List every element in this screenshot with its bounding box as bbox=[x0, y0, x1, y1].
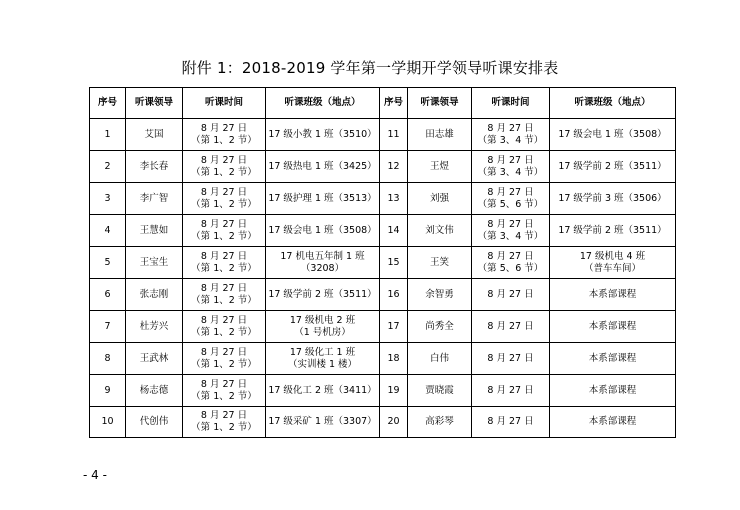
lesson-time bbox=[183, 247, 266, 279]
leader-name: 代创伟 bbox=[126, 407, 183, 438]
header-no: 序号 bbox=[90, 88, 126, 119]
lesson-time-line: 8 月 27 日 bbox=[200, 154, 248, 166]
class-location bbox=[266, 247, 380, 279]
lesson-time-line: （第 1、2 节） bbox=[191, 166, 257, 178]
header-leader: 听课领导 bbox=[408, 88, 472, 119]
leader-name: 刘强 bbox=[408, 183, 472, 215]
class-location-line: （1 号机房） bbox=[294, 326, 351, 338]
lesson-time bbox=[183, 215, 266, 247]
class-location bbox=[266, 183, 380, 215]
leader-name: 王武林 bbox=[126, 343, 183, 375]
class-location bbox=[266, 119, 380, 151]
lesson-time bbox=[183, 151, 266, 183]
class-location bbox=[550, 151, 676, 183]
row-number: 3 bbox=[90, 183, 126, 215]
row-number: 6 bbox=[90, 279, 126, 311]
class-location-line: 17 级化工 2 班（3411） bbox=[268, 384, 377, 396]
row-number: 9 bbox=[90, 375, 126, 407]
leader-name: 王宝生 bbox=[126, 247, 183, 279]
lesson-time-line: 8 月 27 日 bbox=[487, 384, 534, 396]
lesson-time-line: 8 月 27 日 bbox=[200, 410, 248, 421]
lesson-time-line: （第 1、2 节） bbox=[191, 294, 257, 306]
class-location-line: 17 级学前 2 班（3511） bbox=[558, 224, 667, 236]
table-row bbox=[90, 407, 676, 438]
row-number: 8 bbox=[90, 343, 126, 375]
lesson-time-line: （第 5、6 节） bbox=[477, 262, 544, 274]
row-number: 17 bbox=[380, 311, 408, 343]
class-location-line: 17 级化工 1 班 bbox=[289, 346, 356, 358]
class-location-line: 本系部课程 bbox=[588, 352, 637, 364]
class-location bbox=[266, 279, 380, 311]
table-row bbox=[90, 183, 676, 215]
leader-name: 王慧如 bbox=[126, 215, 183, 247]
class-location bbox=[550, 375, 676, 407]
row-number: 19 bbox=[380, 375, 408, 407]
class-location-line: 17 机电五年制 1 班 bbox=[280, 250, 365, 262]
row-number: 5 bbox=[90, 247, 126, 279]
class-location-line: 17 级护理 1 班（3513） bbox=[268, 192, 377, 204]
class-location-line: （普车车间） bbox=[583, 262, 641, 274]
leader-name: 张志刚 bbox=[126, 279, 183, 311]
row-number: 2 bbox=[90, 151, 126, 183]
lesson-time bbox=[472, 407, 550, 438]
row-number: 15 bbox=[380, 247, 408, 279]
lesson-time bbox=[183, 183, 266, 215]
class-location bbox=[266, 375, 380, 407]
lesson-time bbox=[472, 119, 550, 151]
lesson-time bbox=[183, 119, 266, 151]
leader-name: 李广智 bbox=[126, 183, 183, 215]
table-row bbox=[90, 151, 676, 183]
lesson-time bbox=[472, 375, 550, 407]
class-location-line: 17 级会电 1 班（3508） bbox=[558, 128, 667, 140]
table-row bbox=[90, 343, 676, 375]
class-location bbox=[266, 151, 380, 183]
class-location bbox=[266, 407, 380, 438]
lesson-time-line: 8 月 27 日 bbox=[487, 288, 534, 300]
class-location-line: 本系部课程 bbox=[588, 288, 637, 300]
class-location-line: 17 级热电 1 班（3425） bbox=[268, 160, 377, 172]
lesson-time bbox=[183, 375, 266, 407]
lesson-time-line: （第 3、4 节） bbox=[477, 166, 544, 178]
row-number: 14 bbox=[380, 215, 408, 247]
class-location-line: 17 级会电 1 班（3508） bbox=[268, 224, 377, 236]
class-location bbox=[266, 343, 380, 375]
lesson-time-line: 8 月 27 日 bbox=[200, 186, 248, 198]
page-number: - 4 - bbox=[83, 468, 107, 482]
class-location-line: 本系部课程 bbox=[588, 384, 637, 396]
row-number: 16 bbox=[380, 279, 408, 311]
lesson-time-line: （第 1、2 节） bbox=[191, 390, 257, 402]
leader-name: 李长春 bbox=[126, 151, 183, 183]
class-location-line: 17 级采矿 1 班（3307） bbox=[268, 416, 377, 427]
lesson-time-line: 8 月 27 日 bbox=[200, 122, 248, 134]
lesson-time bbox=[472, 343, 550, 375]
lesson-time-line: 8 月 27 日 bbox=[487, 250, 534, 262]
lesson-time-line: （第 5、6 节） bbox=[477, 198, 544, 210]
table-row bbox=[90, 279, 676, 311]
lesson-time-line: 8 月 27 日 bbox=[487, 218, 534, 230]
leader-name: 贾晓霞 bbox=[408, 375, 472, 407]
lesson-time bbox=[472, 215, 550, 247]
table-row bbox=[90, 247, 676, 279]
leader-name: 余智勇 bbox=[408, 279, 472, 311]
lesson-time-line: 8 月 27 日 bbox=[487, 416, 534, 427]
lesson-time-line: 8 月 27 日 bbox=[200, 346, 248, 358]
row-number: 13 bbox=[380, 183, 408, 215]
lesson-time-line: 8 月 27 日 bbox=[487, 320, 534, 332]
lesson-time bbox=[183, 311, 266, 343]
leader-name: 王煜 bbox=[408, 151, 472, 183]
lesson-time-line: 8 月 27 日 bbox=[200, 250, 248, 262]
leader-name: 高彩琴 bbox=[408, 407, 472, 438]
leader-name: 杜芳兴 bbox=[126, 311, 183, 343]
header-leader: 听课领导 bbox=[126, 88, 183, 119]
class-location-line: 本系部课程 bbox=[588, 416, 637, 427]
leader-name: 王笑 bbox=[408, 247, 472, 279]
class-location bbox=[550, 343, 676, 375]
leader-name: 白伟 bbox=[408, 343, 472, 375]
class-location-line: 17 级小教 1 班（3510） bbox=[268, 128, 377, 140]
lesson-time-line: 8 月 27 日 bbox=[487, 154, 534, 166]
lesson-time-line: （第 1、2 节） bbox=[191, 326, 257, 338]
row-number: 4 bbox=[90, 215, 126, 247]
class-location bbox=[266, 311, 380, 343]
table-row bbox=[90, 215, 676, 247]
lesson-time-line: 8 月 27 日 bbox=[200, 282, 248, 294]
header-time: 听课时间 bbox=[472, 88, 550, 119]
lesson-time-line: 8 月 27 日 bbox=[200, 218, 248, 230]
header-class: 听课班级（地点） bbox=[266, 88, 380, 119]
lesson-time-line: 8 月 27 日 bbox=[487, 122, 534, 134]
row-number: 18 bbox=[380, 343, 408, 375]
table-row bbox=[90, 375, 676, 407]
row-number: 11 bbox=[380, 119, 408, 151]
lesson-time-line: 8 月 27 日 bbox=[487, 352, 534, 364]
leader-name: 田志雄 bbox=[408, 119, 472, 151]
row-number: 20 bbox=[380, 407, 408, 438]
class-location bbox=[550, 279, 676, 311]
lesson-time-line: （第 1、2 节） bbox=[191, 422, 257, 433]
lesson-time-line: （第 1、2 节） bbox=[191, 230, 257, 242]
class-location-line: 17 级机电 4 班 bbox=[579, 250, 646, 262]
lesson-time-line: （第 1、2 节） bbox=[191, 134, 257, 146]
lesson-time-line: （第 3、4 节） bbox=[477, 134, 544, 146]
lesson-time-line: 8 月 27 日 bbox=[200, 314, 248, 326]
header-time: 听课时间 bbox=[183, 88, 266, 119]
table-row bbox=[90, 119, 676, 151]
header-class: 听课班级（地点） bbox=[550, 88, 676, 119]
class-location bbox=[550, 247, 676, 279]
class-location bbox=[550, 119, 676, 151]
lesson-time bbox=[472, 311, 550, 343]
lesson-time-line: （第 1、2 节） bbox=[191, 262, 257, 274]
class-location-line: （3208） bbox=[300, 262, 345, 274]
schedule-table bbox=[89, 87, 676, 438]
class-location-line: 17 级学前 2 班（3511） bbox=[268, 288, 377, 300]
leader-name: 艾国 bbox=[126, 119, 183, 151]
lesson-time bbox=[183, 407, 266, 438]
class-location-line: 17 级学前 3 班（3506） bbox=[558, 192, 667, 204]
lesson-time-line: （第 1、2 节） bbox=[191, 198, 257, 210]
class-location bbox=[266, 215, 380, 247]
class-location bbox=[550, 311, 676, 343]
lesson-time bbox=[183, 279, 266, 311]
lesson-time bbox=[183, 343, 266, 375]
row-number: 10 bbox=[90, 407, 126, 438]
class-location bbox=[550, 407, 676, 438]
table-row bbox=[90, 311, 676, 343]
header-row bbox=[90, 88, 676, 119]
class-location-line: 17 级学前 2 班（3511） bbox=[558, 160, 667, 172]
leader-name: 尚秀全 bbox=[408, 311, 472, 343]
lesson-time bbox=[472, 151, 550, 183]
header-no: 序号 bbox=[380, 88, 408, 119]
lesson-time-line: 8 月 27 日 bbox=[200, 378, 248, 390]
lesson-time bbox=[472, 279, 550, 311]
class-location bbox=[550, 183, 676, 215]
class-location bbox=[550, 215, 676, 247]
row-number: 12 bbox=[380, 151, 408, 183]
row-number: 7 bbox=[90, 311, 126, 343]
leader-name: 杨志德 bbox=[126, 375, 183, 407]
row-number: 1 bbox=[90, 119, 126, 151]
class-location-line: 17 级机电 2 班 bbox=[289, 314, 356, 326]
lesson-time-line: （第 3、4 节） bbox=[477, 230, 544, 242]
lesson-time-line: 8 月 27 日 bbox=[487, 186, 534, 198]
lesson-time bbox=[472, 183, 550, 215]
lesson-time-line: （第 1、2 节） bbox=[191, 358, 257, 370]
document-title: 附件 1：2018-2019 学年第一学期开学领导听课安排表 bbox=[181, 59, 559, 77]
class-location-line: （实训楼 1 楼） bbox=[287, 358, 358, 370]
leader-name: 刘文伟 bbox=[408, 215, 472, 247]
lesson-time bbox=[472, 247, 550, 279]
class-location-line: 本系部课程 bbox=[588, 320, 637, 332]
